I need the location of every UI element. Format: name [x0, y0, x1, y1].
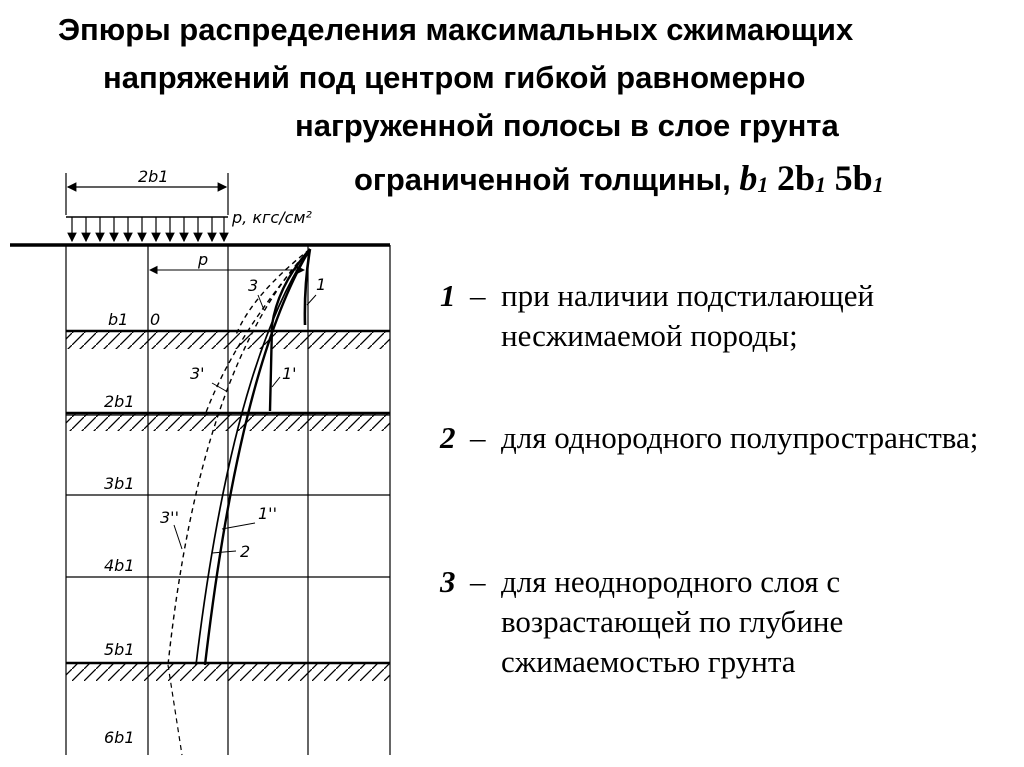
- curve-label-3-dprime: 3'': [160, 508, 179, 527]
- depth-label-3b1: 3b1: [104, 474, 135, 493]
- stress-diagram: [0, 165, 420, 765]
- legend-number: 2: [440, 420, 456, 455]
- title-var-5b1: $5b_1$: [834, 158, 884, 198]
- curve-label-3: 3: [248, 276, 259, 295]
- title-line-1: Эпюры распределения максимальных сжимающих: [58, 12, 854, 47]
- origin-label: 0: [150, 310, 161, 329]
- title-var-b1: $b_1$: [739, 158, 769, 198]
- curve-1-dprime: [205, 249, 310, 665]
- legend-dash: –: [470, 564, 486, 599]
- curve-label-2: 2: [240, 542, 251, 561]
- depth-label-6b1: 6b1: [104, 728, 135, 747]
- legend-number: 1: [440, 278, 456, 313]
- p-label: p: [198, 250, 209, 269]
- curve-label-1: 1: [316, 275, 327, 294]
- title-line-2: напряжений под центром гибкой равномерно: [103, 60, 806, 95]
- load-arrows: [66, 217, 228, 241]
- depth-label-5b1: 5b1: [104, 640, 135, 659]
- depth-label-b1: b1: [108, 310, 129, 329]
- curve-label-3-prime: 3': [190, 364, 205, 383]
- title-line-4: [354, 154, 884, 209]
- legend-text: при наличии подстилающей несжимаемой породы;: [501, 278, 875, 353]
- depth-label-2b1: 2b1: [104, 392, 135, 411]
- curve-label-1-prime: 1': [282, 364, 297, 383]
- legend-dash: –: [470, 420, 486, 455]
- width-label: 2b1: [138, 167, 169, 186]
- load-label: p, кгс/см²: [232, 208, 312, 227]
- legend-dash: –: [470, 278, 486, 313]
- title-var-2b1: $2b_1$: [777, 158, 827, 198]
- legend-text: для неоднородного слоя с возрастающей по глубине сжимаемостью грунта: [501, 564, 844, 679]
- legend-number: 3: [440, 564, 456, 599]
- legend-text: для однородного полупространства;: [501, 420, 979, 455]
- depth-label-4b1: 4b1: [104, 556, 135, 575]
- title-line-4-text: ограниченной толщины,: [354, 162, 731, 197]
- curve-label-1-dprime: 1'': [258, 504, 277, 523]
- title-line-3: нагруженной полосы в слое грунта: [295, 108, 839, 143]
